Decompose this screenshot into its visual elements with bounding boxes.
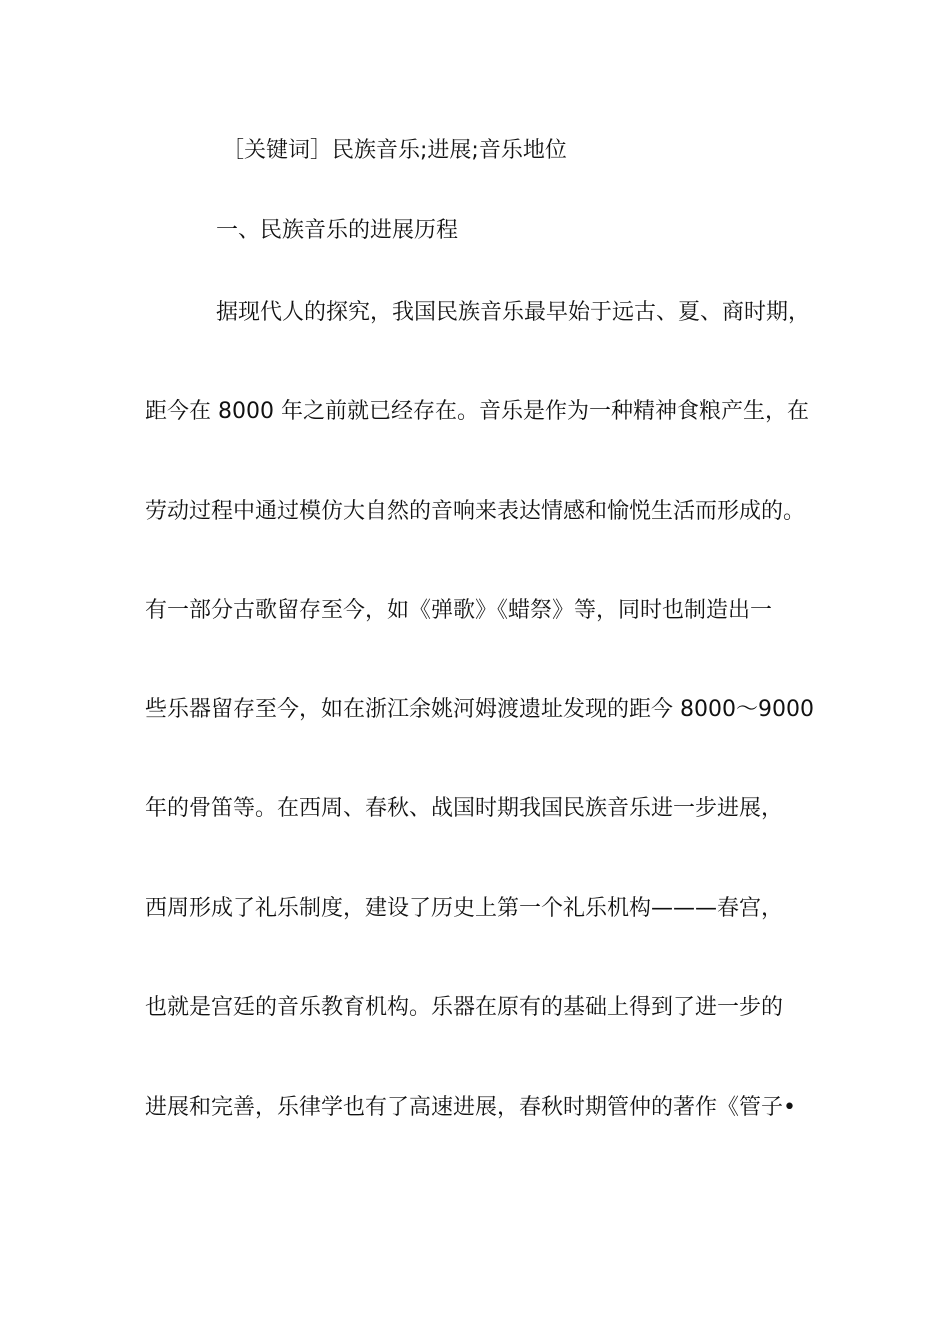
paragraph-line: 进展和完善，乐律学也有了高速进展，春秋时期管仲的著作《管子•	[145, 1095, 796, 1120]
paragraph-line: 也就是宫廷的音乐教育机构。乐器在原有的基础上得到了进一步的	[145, 995, 784, 1020]
keywords-line: ［关键词］民族音乐;进展;音乐地位	[222, 138, 567, 163]
paragraph-line: 据现代人的探究，我国民族音乐最早始于远古、夏、商时期，	[216, 300, 811, 325]
paragraph-line: 西周形成了礼乐制度，建设了历史上第一个礼乐机构———春宫，	[145, 896, 784, 921]
paragraph-line: 距今在 8000 年之前就已经存在。音乐是作为一种精神食粮产生，在	[145, 399, 809, 424]
paragraph-line: 有一部分古歌留存至今，如《弹歌》《蜡祭》等，同时也制造出一	[145, 598, 773, 623]
paragraph-line: 些乐器留存至今，如在浙江余姚河姆渡遗址发现的距今 8000～9000	[145, 697, 814, 722]
paragraph-line: 年的骨笛等。在西周、春秋、战国时期我国民族音乐进一步进展，	[145, 796, 784, 821]
section-heading: 一、民族音乐的进展历程	[216, 218, 459, 243]
paragraph-line: 劳动过程中通过模仿大自然的音响来表达情感和愉悦生活而形成的。	[145, 499, 806, 524]
